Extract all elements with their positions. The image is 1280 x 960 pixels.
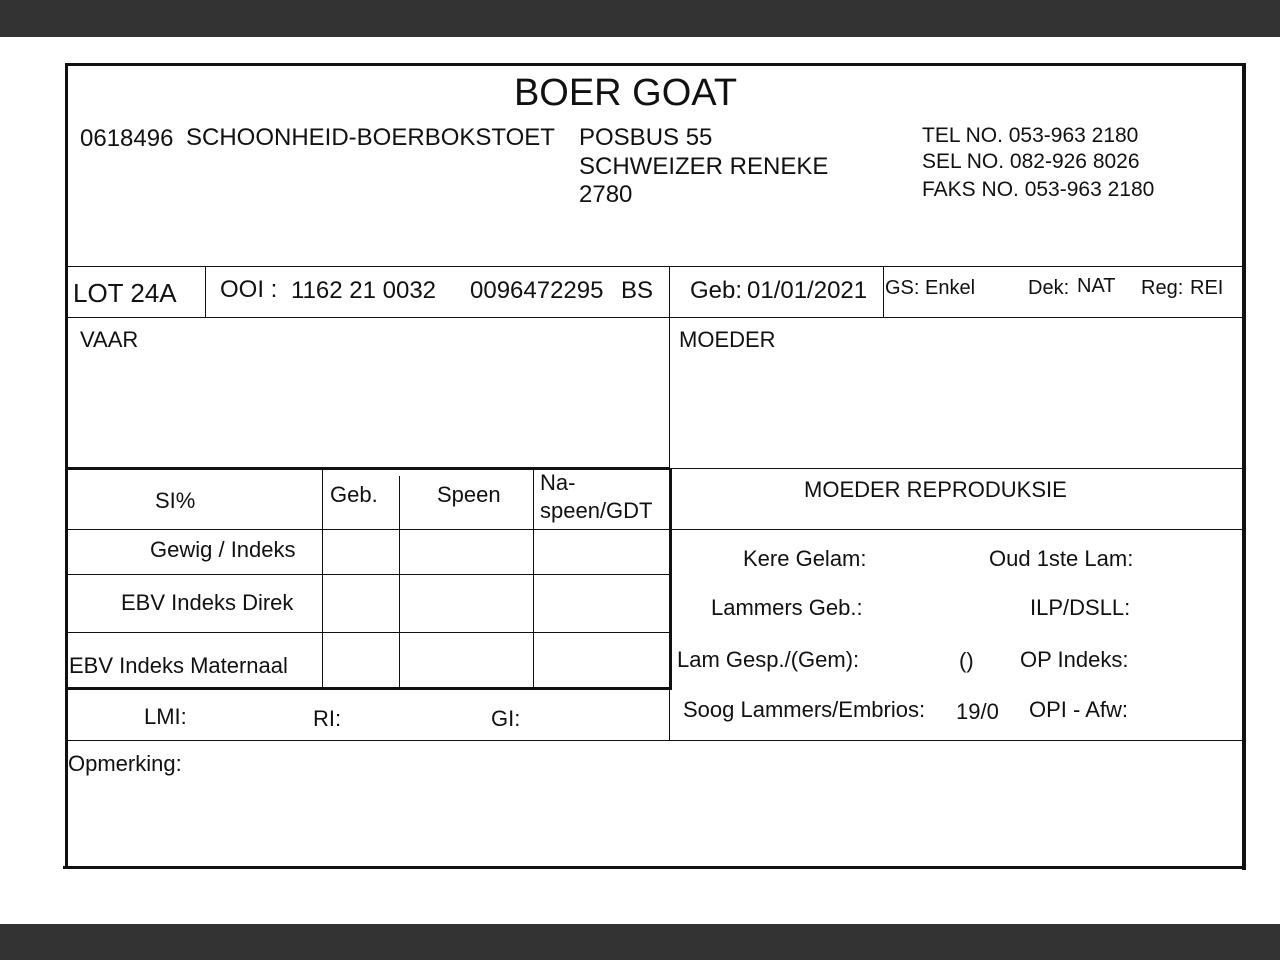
breeder-number: 0618496 (80, 125, 174, 152)
id-suffix: BS (621, 277, 654, 304)
rule-center-divider-si (669, 468, 672, 689)
rule-repro-title (671, 529, 1244, 530)
lammers-geb-label: Lammers Geb.: (711, 595, 863, 620)
rule-si-bottom (66, 687, 672, 690)
address-line-1: POSBUS 55 (579, 124, 713, 151)
lam-gesp-label: Lam Gesp./(Gem): (677, 647, 860, 672)
kere-gelam-label: Kere Gelam: (743, 546, 867, 571)
rule-si-col3 (533, 470, 534, 688)
rule-si-row2 (66, 632, 670, 633)
lmi-label: LMI: (144, 704, 187, 729)
rule-si-col1 (322, 470, 323, 688)
si-col-naspeen-line2: speen/GDT (540, 498, 653, 523)
rule-center-divider-indices (669, 689, 670, 741)
op-indeks-label: OP Indeks: (1020, 647, 1129, 672)
rule-si-row1 (66, 574, 670, 575)
dek-label: Dek: (1028, 277, 1070, 299)
soog-label: Soog Lammers/Embrios: (683, 697, 926, 722)
tel-number: TEL NO. 053-963 2180 (922, 124, 1139, 147)
border-right (1242, 63, 1246, 870)
address-line-3: 2780 (579, 181, 633, 208)
ooi-value: 1162 21 0032 (291, 277, 437, 304)
lot-label: LOT 24A (73, 278, 177, 308)
rule-indices-bottom (66, 740, 1244, 741)
geb-label: Geb: (690, 277, 743, 304)
si-row-gewig: Gewig / Indeks (150, 537, 296, 562)
soog-value: 19/0 (956, 699, 999, 724)
rule-geb-right (883, 267, 884, 317)
repro-title: MOEDER REPRODUKSIE (804, 477, 1067, 502)
moeder-label: MOEDER (679, 327, 776, 352)
remarks-label: Opmerking: (68, 751, 182, 776)
rule-header-bottom (66, 266, 1244, 267)
opi-afw-label: OPI - Afw: (1029, 697, 1129, 722)
rule-lot-divider (205, 267, 206, 317)
rule-si-col2 (399, 476, 400, 688)
si-header: SI% (155, 488, 196, 513)
rule-center-divider (669, 267, 670, 467)
si-row-ebv-direk: EBV Indeks Direk (121, 590, 294, 615)
border-bottom (63, 866, 1246, 869)
reg-label: Reg: (1141, 277, 1184, 299)
dek-value: NAT (1077, 275, 1116, 297)
si-col-naspeen-line1: Na- (540, 470, 576, 495)
si-col-speen: Speen (437, 482, 501, 507)
ri-label: RI: (313, 706, 342, 731)
ooi-label: OOI : (220, 276, 278, 303)
reg-value: REI (1190, 277, 1224, 299)
card-title: BOER GOAT (513, 72, 738, 114)
sel-number: SEL NO. 082-926 8026 (922, 150, 1140, 173)
lam-gesp-value: () (959, 648, 974, 673)
geb-value: 01/01/2021 (747, 277, 868, 304)
faks-number: FAKS NO. 053-963 2180 (922, 178, 1155, 201)
address-line-2: SCHWEIZER RENEKE (579, 153, 829, 180)
ilp-dsll-label: ILP/DSLL: (1030, 595, 1131, 620)
si-col-geb: Geb. (330, 482, 378, 507)
rule-lot-bottom (66, 317, 1244, 318)
si-row-ebv-maternaal: EBV Indeks Maternaal (69, 653, 288, 678)
gs-value: GS: Enkel (885, 277, 976, 299)
border-left (65, 63, 68, 869)
oud-1ste-lam-label: Oud 1ste Lam: (989, 546, 1134, 571)
rule-si-header (66, 529, 670, 530)
border-top (65, 63, 1246, 66)
rule-parents-bottom-left (66, 467, 670, 470)
rule-parents-bottom-right (671, 468, 1244, 469)
gi-label: GI: (491, 706, 521, 731)
vaar-label: VAAR (80, 327, 139, 352)
id-number: 0096472295 (470, 277, 604, 304)
breeder-name: SCHOONHEID-BOERBOKSTOET (186, 124, 555, 151)
